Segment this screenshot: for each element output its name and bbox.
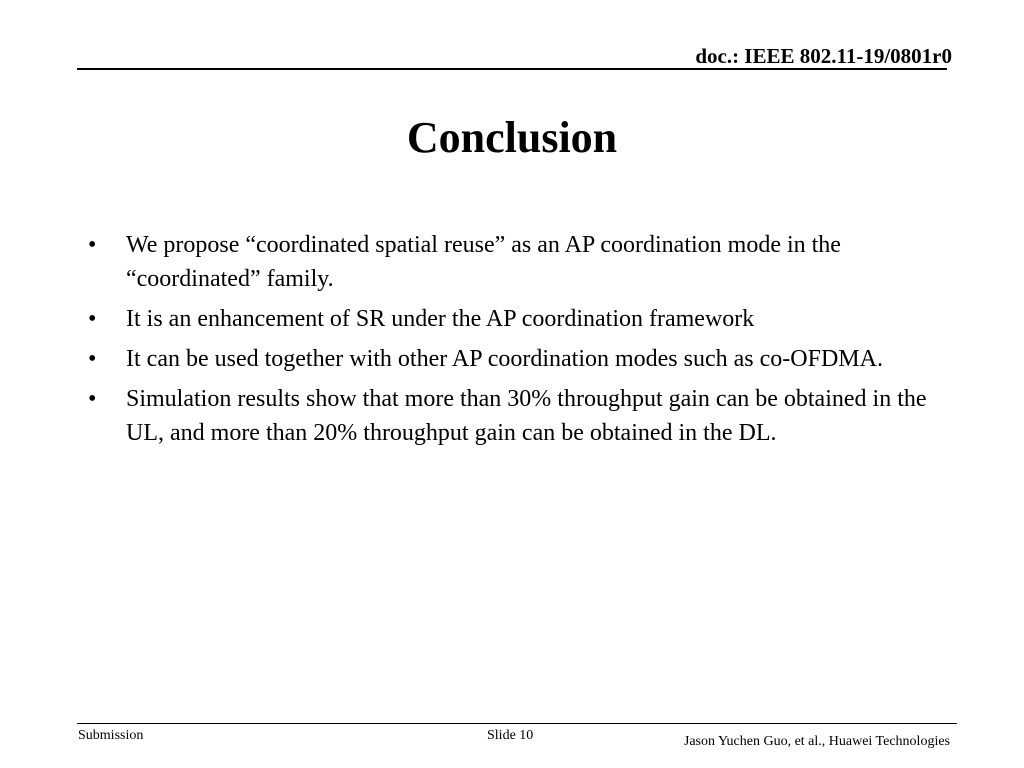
bullet-item <box>88 342 948 376</box>
header-divider <box>77 68 947 70</box>
bullet-icon: • <box>88 306 97 332</box>
bullet-icon: • <box>88 386 97 412</box>
bullet-item <box>88 228 948 296</box>
bullet-icon: • <box>88 232 97 258</box>
footer-author: Jason Yuchen Guo, et al., Huawei Technologies <box>683 734 950 749</box>
slide-number: Slide 10 <box>487 728 534 743</box>
bullet-text: It is an enhancement of SR under the AP coordination framework <box>126 306 755 332</box>
footer-divider <box>77 723 957 724</box>
footer-submission-label: Submission <box>78 728 144 743</box>
bullet-item <box>88 302 948 336</box>
bullet-text: Simulation results show that more than 30% throughput gain can be obtained in the UL, and more than 20% throughput gain can be obtained in the DL. <box>126 386 927 446</box>
bullet-text: It can be used together with other AP coordination modes such as co-OFDMA. <box>126 346 883 372</box>
slide-title: Conclusion <box>406 113 618 162</box>
bullet-text: We propose “coordinated spatial reuse” as an AP coordination mode in the “coordinated” family. <box>126 232 841 292</box>
bullet-item <box>88 382 948 450</box>
document-id: doc.: IEEE 802.11-19/0801r0 <box>695 44 952 68</box>
bullet-list <box>88 228 948 456</box>
bullet-icon: • <box>88 346 97 372</box>
